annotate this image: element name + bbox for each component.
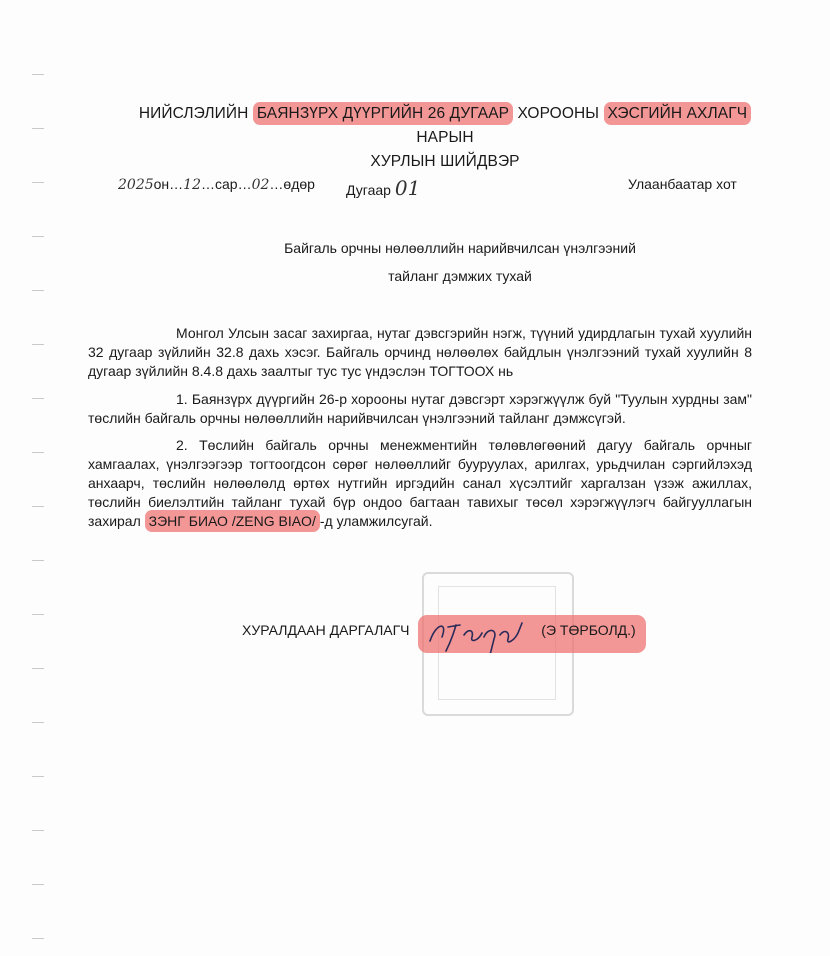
margin-mark	[32, 182, 44, 183]
date-month-label: сар	[215, 176, 238, 192]
date-day-label: өдөр	[283, 176, 315, 192]
margin-mark	[32, 74, 44, 75]
number-value: 01	[394, 176, 421, 200]
signature-row	[242, 622, 636, 638]
margin-mark	[32, 398, 44, 399]
title-highlight-district: БАЯНЗҮРХ ДҮҮРГИЙН 26 ДУГААР	[253, 102, 513, 125]
margin-mark	[32, 452, 44, 453]
margin-mark	[32, 938, 44, 939]
title-line-1	[130, 102, 760, 150]
paragraph-decision-1	[88, 390, 752, 428]
margin-mark	[32, 776, 44, 777]
chair-name: (Э ТӨРБОЛД.)	[541, 622, 636, 638]
date-month: 12	[183, 177, 201, 193]
paragraph-decision-2-suffix: -д уламжилсугай.	[319, 513, 433, 529]
document-date: 2025он…12…сар…02…өдөр	[118, 176, 315, 193]
subject-line-1: Байгаль орчны нөлөөллийн нарийвчилсан үнэлгээний	[284, 240, 636, 256]
margin-mark	[32, 344, 44, 345]
date-day: 02	[251, 177, 270, 193]
title-line-2: ХУРЛЫН ШИЙДВЭР	[370, 153, 520, 170]
document-number	[346, 176, 420, 200]
paragraph-decision-1-text: 1. Баянзүрх дүүргийн 26-р хорооны нутаг дэвсгэрт хэрэгжүүлж буй "Туулын хурдны зам" төслийн байгаль орчны нөлөөллийн нарийвчилсан үнэлгээний тайланг дэмжсүгэй.	[88, 391, 752, 426]
document-city: Улаанбаатар хот	[628, 176, 737, 192]
margin-mark	[32, 668, 44, 669]
paragraph-decision-2-text: 2. Төслийн байгаль орчны менежментийн төлөвлөгөөний дагуу байгаль орчныг хамгаалах, үнэлгээгээр тогтоогдсон сөрөг нөлөөллийг бууруулах, арилгах, урьдчилан сэргийлэхэд анхаарч, төслийн нөлөөлөлд өртөх нутгийн иргэдийн санал хүсэлтийг харгалзан үзэж ажиллах, төслийн биелэлтийн тайланг тухай бүр ондоо багтаан тавихыг төсөл хэрэгжүүлэгч байгууллагын захирал	[88, 437, 752, 529]
director-name-highlight: ЗЭНГ БИАО /ZENG BIAO/	[145, 510, 320, 532]
title-middle: ХОРООНЫ	[513, 105, 604, 122]
margin-mark	[32, 236, 44, 237]
paragraph-decision-2	[88, 436, 752, 531]
paragraph-intro	[88, 324, 752, 381]
margin-mark	[32, 884, 44, 885]
subject-line-2: тайланг дэмжих тухай	[388, 268, 532, 284]
paragraph-intro-text: Монгол Улсын засаг захиргаа, нутаг дэвсгэрийн нэгж, түүний удирдлагын тухай хуулийн 32 дугаар зүйлийн 32.8 дахь хэсэг. Байгаль орчинд нөлөөлөх байдлын үнэлгээний тухай хуулийн 8 дугаар зүйлийн 8.4.8 дахь заалтыг тус тус үндэслэн ТОГТООХ нь	[88, 325, 752, 379]
margin-mark	[32, 290, 44, 291]
date-year-label: он	[153, 176, 170, 192]
chair-label: ХУРАЛДААН ДАРГАЛАГЧ	[242, 622, 410, 638]
title-suffix: НАРЫН	[416, 129, 474, 146]
title-prefix: НИЙСЛЭЛИЙН	[138, 105, 253, 122]
margin-mark	[32, 614, 44, 615]
document-title	[130, 102, 760, 174]
margin-mark	[32, 128, 44, 129]
margin-mark	[32, 506, 44, 507]
number-label: Дугаар	[346, 182, 391, 198]
date-year: 2025	[118, 177, 154, 193]
margin-mark	[32, 560, 44, 561]
margin-mark	[32, 830, 44, 831]
title-highlight-section-leader: ХЭСГИЙН АХЛАГЧ	[604, 102, 752, 125]
margin-mark	[32, 722, 44, 723]
